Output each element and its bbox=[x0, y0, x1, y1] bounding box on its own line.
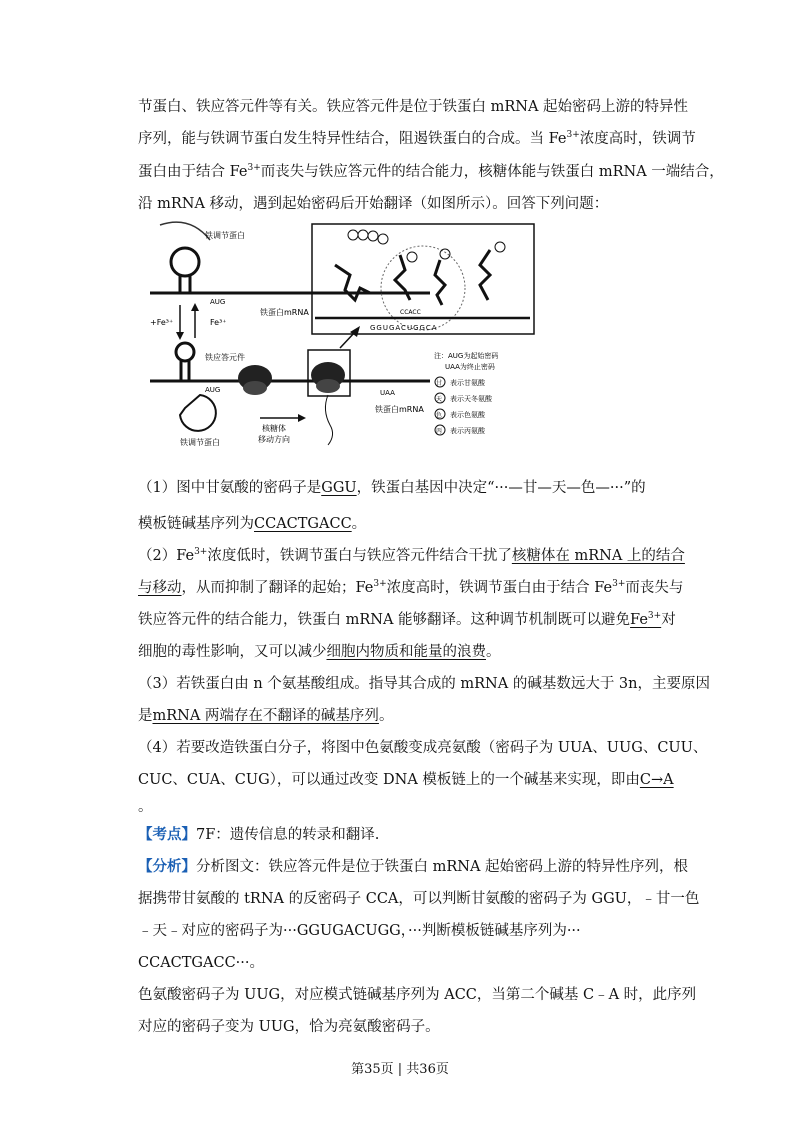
intro-line-1: 节蛋白、铁应答元件等有关。铁应答元件是位于铁蛋白 mRNA 起始密码上游的特异性 bbox=[138, 99, 689, 115]
label-aug-2: AUG bbox=[205, 386, 221, 394]
q1-line-1: （1）图中甘氨酸的密码子是GGU，铁蛋白基因中决定“···—甘—天—色—···”的 bbox=[138, 480, 646, 496]
legend-gan-symbol: 甘 bbox=[436, 380, 443, 387]
legend-bing: 表示丙氨酸 bbox=[450, 427, 485, 435]
label-ribosome: 核糖体 bbox=[262, 424, 286, 433]
fenxi-line-1: 【分析】分析图文：铁应答元件是位于铁蛋白 mRNA 起始密码上游的特异性序列，根 bbox=[138, 858, 689, 875]
intro-line-3: 蛋白由于结合 $Fe^{3+}$而丧失与铁应答元件的结合能力，核糖体能与铁蛋白 mRNA 一端结合， bbox=[138, 163, 724, 180]
label-fe-add: +Fe³⁺ bbox=[150, 318, 174, 327]
label-anticodon-seq: CCACC bbox=[400, 309, 421, 316]
legend-note-1: 注：AUG为起始密码 bbox=[434, 352, 499, 360]
q2-line-2: 与移动，从而抑制了翻译的起始；$Fe^{3+}$浓度高时，铁调节蛋白由于结合 $Fe^{3+}$而丧失与 bbox=[138, 579, 684, 596]
label-uaa: UAA bbox=[380, 389, 395, 397]
label-response-element: 铁应答元件 bbox=[205, 353, 245, 362]
kaodian-tag: 【考点】 bbox=[138, 826, 196, 843]
intro-line-4: 沿 mRNA 移动，遇到起始密码后开始翻译（如图所示）。回答下列问题： bbox=[138, 196, 609, 212]
q4-line-2: CUC、CUA、CUG），可以通过改变 DNA 模板链上的一个碱基来实现，即由C→A bbox=[138, 772, 674, 788]
legend-bing-symbol: 丙 bbox=[436, 428, 443, 435]
label-regulator-bottom: 铁调节蛋白 bbox=[180, 438, 220, 447]
q1-answer-1: GGU bbox=[321, 480, 357, 496]
fenxi-tag: 【分析】 bbox=[138, 858, 196, 875]
label-regulator-top: 铁调节蛋白 bbox=[205, 231, 245, 240]
q2-line-4: 细胞的毒性影响，又可以减少细胞内物质和能量的浪费。 bbox=[138, 644, 501, 660]
q3-line-2: 是mRNA 两端存在不翻译的碱基序列。 bbox=[138, 708, 394, 724]
legend-tian: 表示天冬氨酸 bbox=[450, 395, 492, 403]
legend-se-symbol: 色 bbox=[436, 412, 443, 419]
q1-line-2: 模板链碱基序列为CCACTGACC。 bbox=[138, 516, 367, 532]
legend-note-2: UAA为终止密码 bbox=[445, 363, 495, 371]
q2-answer-3: 细胞内物质和能量的浪费 bbox=[326, 644, 486, 660]
q3-line-1: （3）若铁蛋白由 n 个氨基酸组成。指导其合成的 mRNA 的碱基数远大于 3n，主要原因 bbox=[138, 676, 710, 692]
ferritin-regulation-figure bbox=[150, 220, 670, 465]
q2-answer-2: $Fe^{3+}$ bbox=[630, 611, 662, 628]
q2-answer-1a: 核糖体在 mRNA 上的结合 bbox=[511, 548, 685, 564]
fenxi-line-3: ﹣天﹣对应的密码子为···GGUGACUGG，···判断模板链碱基序列为··· bbox=[138, 923, 581, 939]
label-aug-1: AUG bbox=[210, 298, 226, 306]
fenxi-line-6: 对应的密码子变为 UUG，恰为亮氨酸密码子。 bbox=[138, 1019, 440, 1035]
fenxi-line-5: 色氨酸密码子为 UUG，对应模式链碱基序列为 ACC，当第二个碱基 C﹣A 时，此序列 bbox=[138, 987, 697, 1003]
label-mrna-1: 铁蛋白mRNA bbox=[260, 308, 309, 317]
q1-answer-2: CCACTGACC bbox=[254, 516, 352, 532]
page-footer: 第35页 | 共36页 bbox=[351, 1062, 449, 1077]
q3-answer: mRNA 两端存在不翻译的碱基序列 bbox=[152, 708, 379, 724]
legend-se: 表示色氨酸 bbox=[450, 411, 485, 419]
label-fe: Fe³⁺ bbox=[210, 318, 227, 327]
q2-line-3: 铁应答元件的结合能力，铁蛋白 mRNA 能够翻译。这种调节机制既可以避免$Fe^{3+}$对 bbox=[138, 611, 676, 628]
kaodian-line: 【考点】7F：遗传信息的转录和翻译. bbox=[138, 826, 380, 843]
q4-line-1: （4）若要改造铁蛋白分子，将图中色氨酸变成亮氨酸（密码子为 UUA、UUG、CUU、 bbox=[138, 740, 708, 756]
fenxi-line-4: CCACTGACC···。 bbox=[138, 955, 264, 971]
q4-answer: C→A bbox=[639, 772, 674, 788]
label-mrna-2: 铁蛋白mRNA bbox=[375, 405, 424, 414]
q4-line-3: 。 bbox=[138, 799, 153, 815]
fenxi-line-2: 据携带甘氨酸的 tRNA 的反密码子 CCA，可以判断甘氨酸的密码子为 GGU，﹣甘一色 bbox=[138, 891, 700, 907]
legend-gan: 表示甘氨酸 bbox=[450, 379, 485, 387]
legend-tian-symbol: 天 bbox=[436, 396, 443, 403]
q2-line-1: $(2)Fe^{3+}$浓度低时，铁调节蛋白与铁应答元件结合干扰了核糖体在 mRNA 上的结合 bbox=[138, 547, 685, 564]
label-codon-seq: GGUGACUGGCA bbox=[370, 324, 438, 332]
q2-answer-1b: 与移动 bbox=[138, 580, 182, 596]
intro-line-2: 序列，能与铁调节蛋白发生特异性结合，阻遏铁蛋白的合成。当 $Fe^{3+}$浓度高时，铁调节 bbox=[138, 130, 696, 147]
label-direction: 移动方向 bbox=[258, 435, 290, 444]
